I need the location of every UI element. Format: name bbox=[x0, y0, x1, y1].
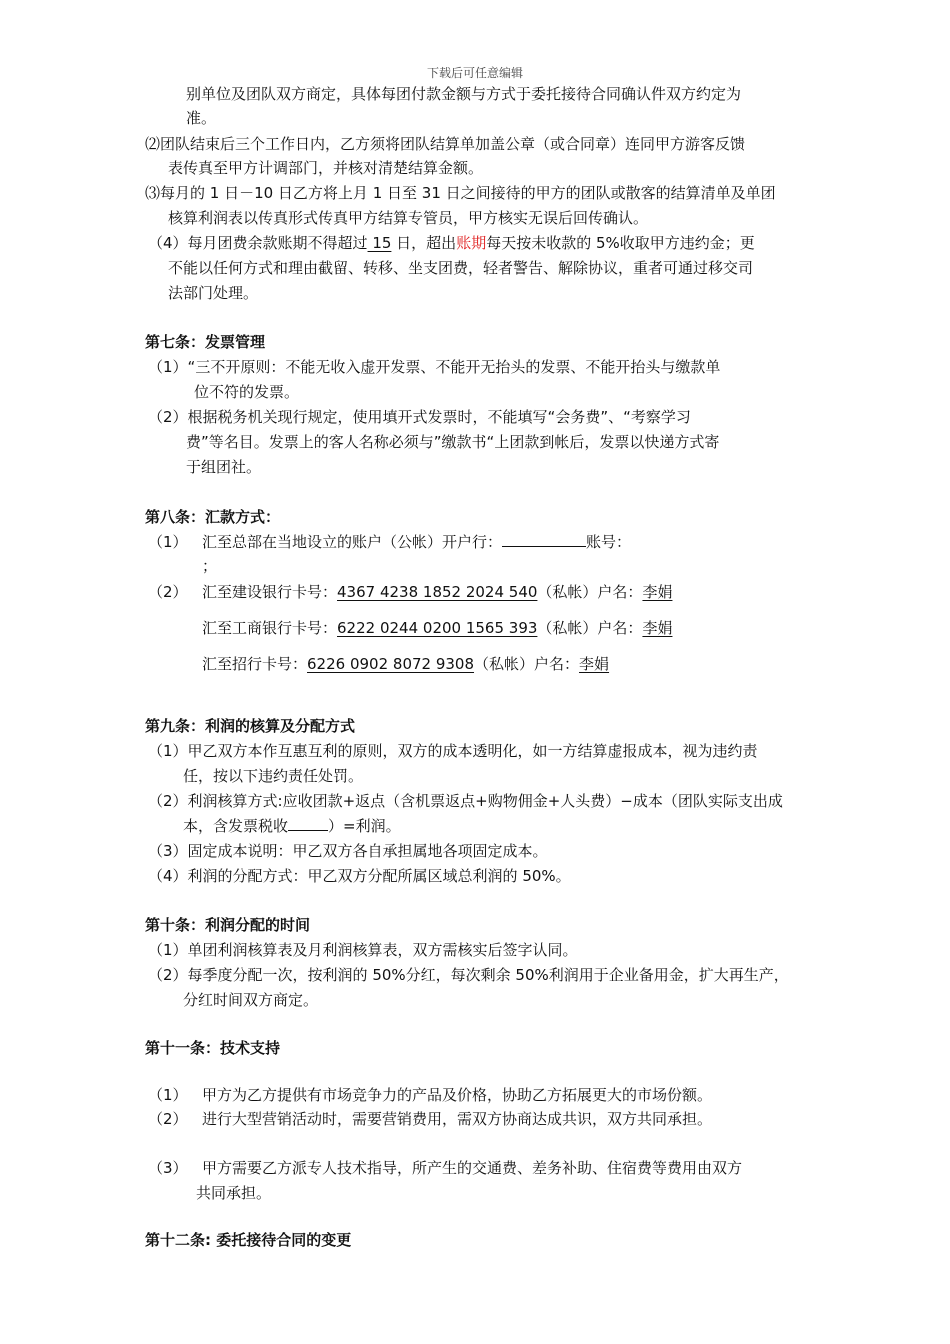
s7-p2-line3: 于组团社。 bbox=[186, 458, 262, 476]
s6-p3-line2: 核算利润表以传真形式传真甲方结算专管员，甲方核实无误后回传确认。 bbox=[168, 209, 649, 227]
s8-p1-text-a: 汇至总部在当地设立的账户（公帐）开户行： bbox=[202, 533, 503, 551]
s6-p4-red-term: 账期 bbox=[456, 234, 487, 252]
icbc-mid: （私帐）户名： bbox=[537, 619, 643, 637]
s9-p2-line1: （2）利润核算方式:应收团款+返点（含机票返点+购物佣金+人头费）−成本（团队实际支出成 bbox=[148, 792, 783, 810]
s9-p4: （4）利润的分配方式：甲乙双方分配所属区域总利润的 50%。 bbox=[148, 867, 571, 885]
s6-p4-days: 15 bbox=[367, 234, 392, 252]
icbc-card-number: 6222 0244 0200 1565 393 bbox=[337, 619, 538, 637]
tax-blank bbox=[288, 816, 328, 831]
s6-p1-line2: 准。 bbox=[186, 109, 217, 127]
s7-p1-line1: （1）“三不开原则：不能无收入虚开发票、不能开无抬头的发票、不能开抬头与缴款单 bbox=[148, 358, 721, 376]
s8-cmb-line bbox=[202, 653, 609, 675]
s6-p4-line3: 法部门处理。 bbox=[168, 284, 259, 302]
s8-ccb-line bbox=[202, 581, 672, 603]
s8-p1-semicolon: ； bbox=[202, 557, 218, 575]
s6-p4-text-c: 每天按未收款的 5%收取甲方违约金；更 bbox=[486, 234, 755, 252]
s8-p1-text-b: 账号： bbox=[586, 533, 632, 551]
s7-title: 第七条：发票管理 bbox=[145, 333, 266, 351]
s9-p3: （3）固定成本说明：甲乙双方各自承担属地各项固定成本。 bbox=[148, 842, 548, 860]
s9-p2-text-a: 本，含发票税收 bbox=[183, 817, 289, 835]
s9-title: 第九条：利润的核算及分配方式 bbox=[145, 717, 356, 735]
page-header: 下载后可任意编辑 bbox=[426, 66, 523, 80]
bank-name-blank bbox=[502, 532, 586, 547]
cmb-label: 汇至招行卡号： bbox=[202, 655, 308, 673]
s10-p2-line1: （2）每季度分配一次，按利润的 50%分红，每次剩余 50%利润用于企业备用金，扩大再生产， bbox=[148, 966, 789, 984]
ccb-mid: （私帐）户名： bbox=[537, 583, 643, 601]
s11-n2: （2） bbox=[148, 1110, 188, 1128]
s7-p2-line2: 费”等名目。发票上的客人名称必须与”缴款书“上团款到帐后，发票以快递方式寄 bbox=[186, 433, 720, 451]
s9-p2-line2 bbox=[183, 815, 401, 837]
cmb-mid: （私帐）户名： bbox=[474, 655, 580, 673]
s12-title: 第十二条: 委托接待合同的变更 bbox=[145, 1231, 352, 1249]
s8-n2: （2） bbox=[148, 583, 188, 601]
s11-p2: 进行大型营销活动时，需要营销费用，需双方协商达成共识，双方共同承担。 bbox=[202, 1110, 713, 1128]
s6-p4-text-a: （4）每月团费余款账期不得超过 bbox=[148, 234, 368, 252]
s6-p2-line2: 表传真至甲方计调部门，并核对清楚结算金额。 bbox=[168, 159, 484, 177]
s6-p4-text-b: 日，超出 bbox=[391, 234, 457, 252]
ccb-card-number: 4367 4238 1852 2024 540 bbox=[337, 583, 538, 601]
s6-p2-line1: ⑵团队结束后三个工作日内，乙方须将团队结算单加盖公章（或合同章）连同甲方游客反馈 bbox=[145, 135, 746, 153]
ccb-account-name: 李娟 bbox=[642, 583, 673, 601]
s10-p2-line2: 分红时间双方商定。 bbox=[183, 991, 319, 1009]
s7-p2-line1: （2）根据税务机关现行规定，使用填开式发票时，不能填写“会务费”、“考察学习 bbox=[148, 408, 691, 426]
s6-p1-line1: 别单位及团队双方商定，具体每团付款金额与方式于委托接待合同确认件双方约定为 bbox=[186, 85, 742, 103]
ccb-label: 汇至建设银行卡号： bbox=[202, 583, 338, 601]
s10-p1: （1）单团利润核算表及月利润核算表，双方需核实后签字认同。 bbox=[148, 941, 578, 959]
s8-title: 第八条：汇款方式： bbox=[145, 508, 281, 526]
cmb-card-number: 6226 0902 8072 9308 bbox=[307, 655, 475, 673]
s8-p1-line bbox=[202, 531, 631, 553]
s6-p3-line1: ⑶每月的 1 日－10 日乙方将上月 1 日至 31 日之间接待的甲方的团队或散客的结算清单及单团 bbox=[145, 184, 776, 202]
icbc-account-name: 李娟 bbox=[642, 619, 673, 637]
s8-icbc-line bbox=[202, 617, 672, 639]
icbc-label: 汇至工商银行卡号： bbox=[202, 619, 338, 637]
s11-p3-line2: 共同承担。 bbox=[196, 1184, 272, 1202]
s11-p3-line1: 甲方需要乙方派专人技术指导，所产生的交通费、差务补助、住宿费等费用由双方 bbox=[202, 1159, 743, 1177]
s11-n3: （3） bbox=[148, 1159, 188, 1177]
cmb-account-name: 李娟 bbox=[579, 655, 610, 673]
s8-n1: （1） bbox=[148, 533, 188, 551]
s11-title: 第十一条：技术支持 bbox=[145, 1039, 281, 1057]
s9-p1-line1: （1）甲乙双方本作互惠互利的原则，双方的成本透明化，如一方结算虚报成本，视为违约责 bbox=[148, 742, 758, 760]
s6-p4-line1 bbox=[148, 232, 755, 254]
s7-p1-line2: 位不符的发票。 bbox=[194, 383, 300, 401]
s6-p4-line2: 不能以任何方式和理由截留、转移、坐支团费，轻者警告、解除协议，重者可通过移交司 bbox=[168, 259, 754, 277]
s10-title: 第十条：利润分配的时间 bbox=[145, 916, 311, 934]
s9-p2-text-b: ）=利润。 bbox=[328, 817, 401, 835]
s11-p1: 甲方为乙方提供有市场竞争力的产品及价格，协助乙方拓展更大的市场份额。 bbox=[202, 1086, 713, 1104]
s9-p1-line2: 任，按以下违约责任处罚。 bbox=[183, 767, 364, 785]
s11-n1: （1） bbox=[148, 1086, 188, 1104]
